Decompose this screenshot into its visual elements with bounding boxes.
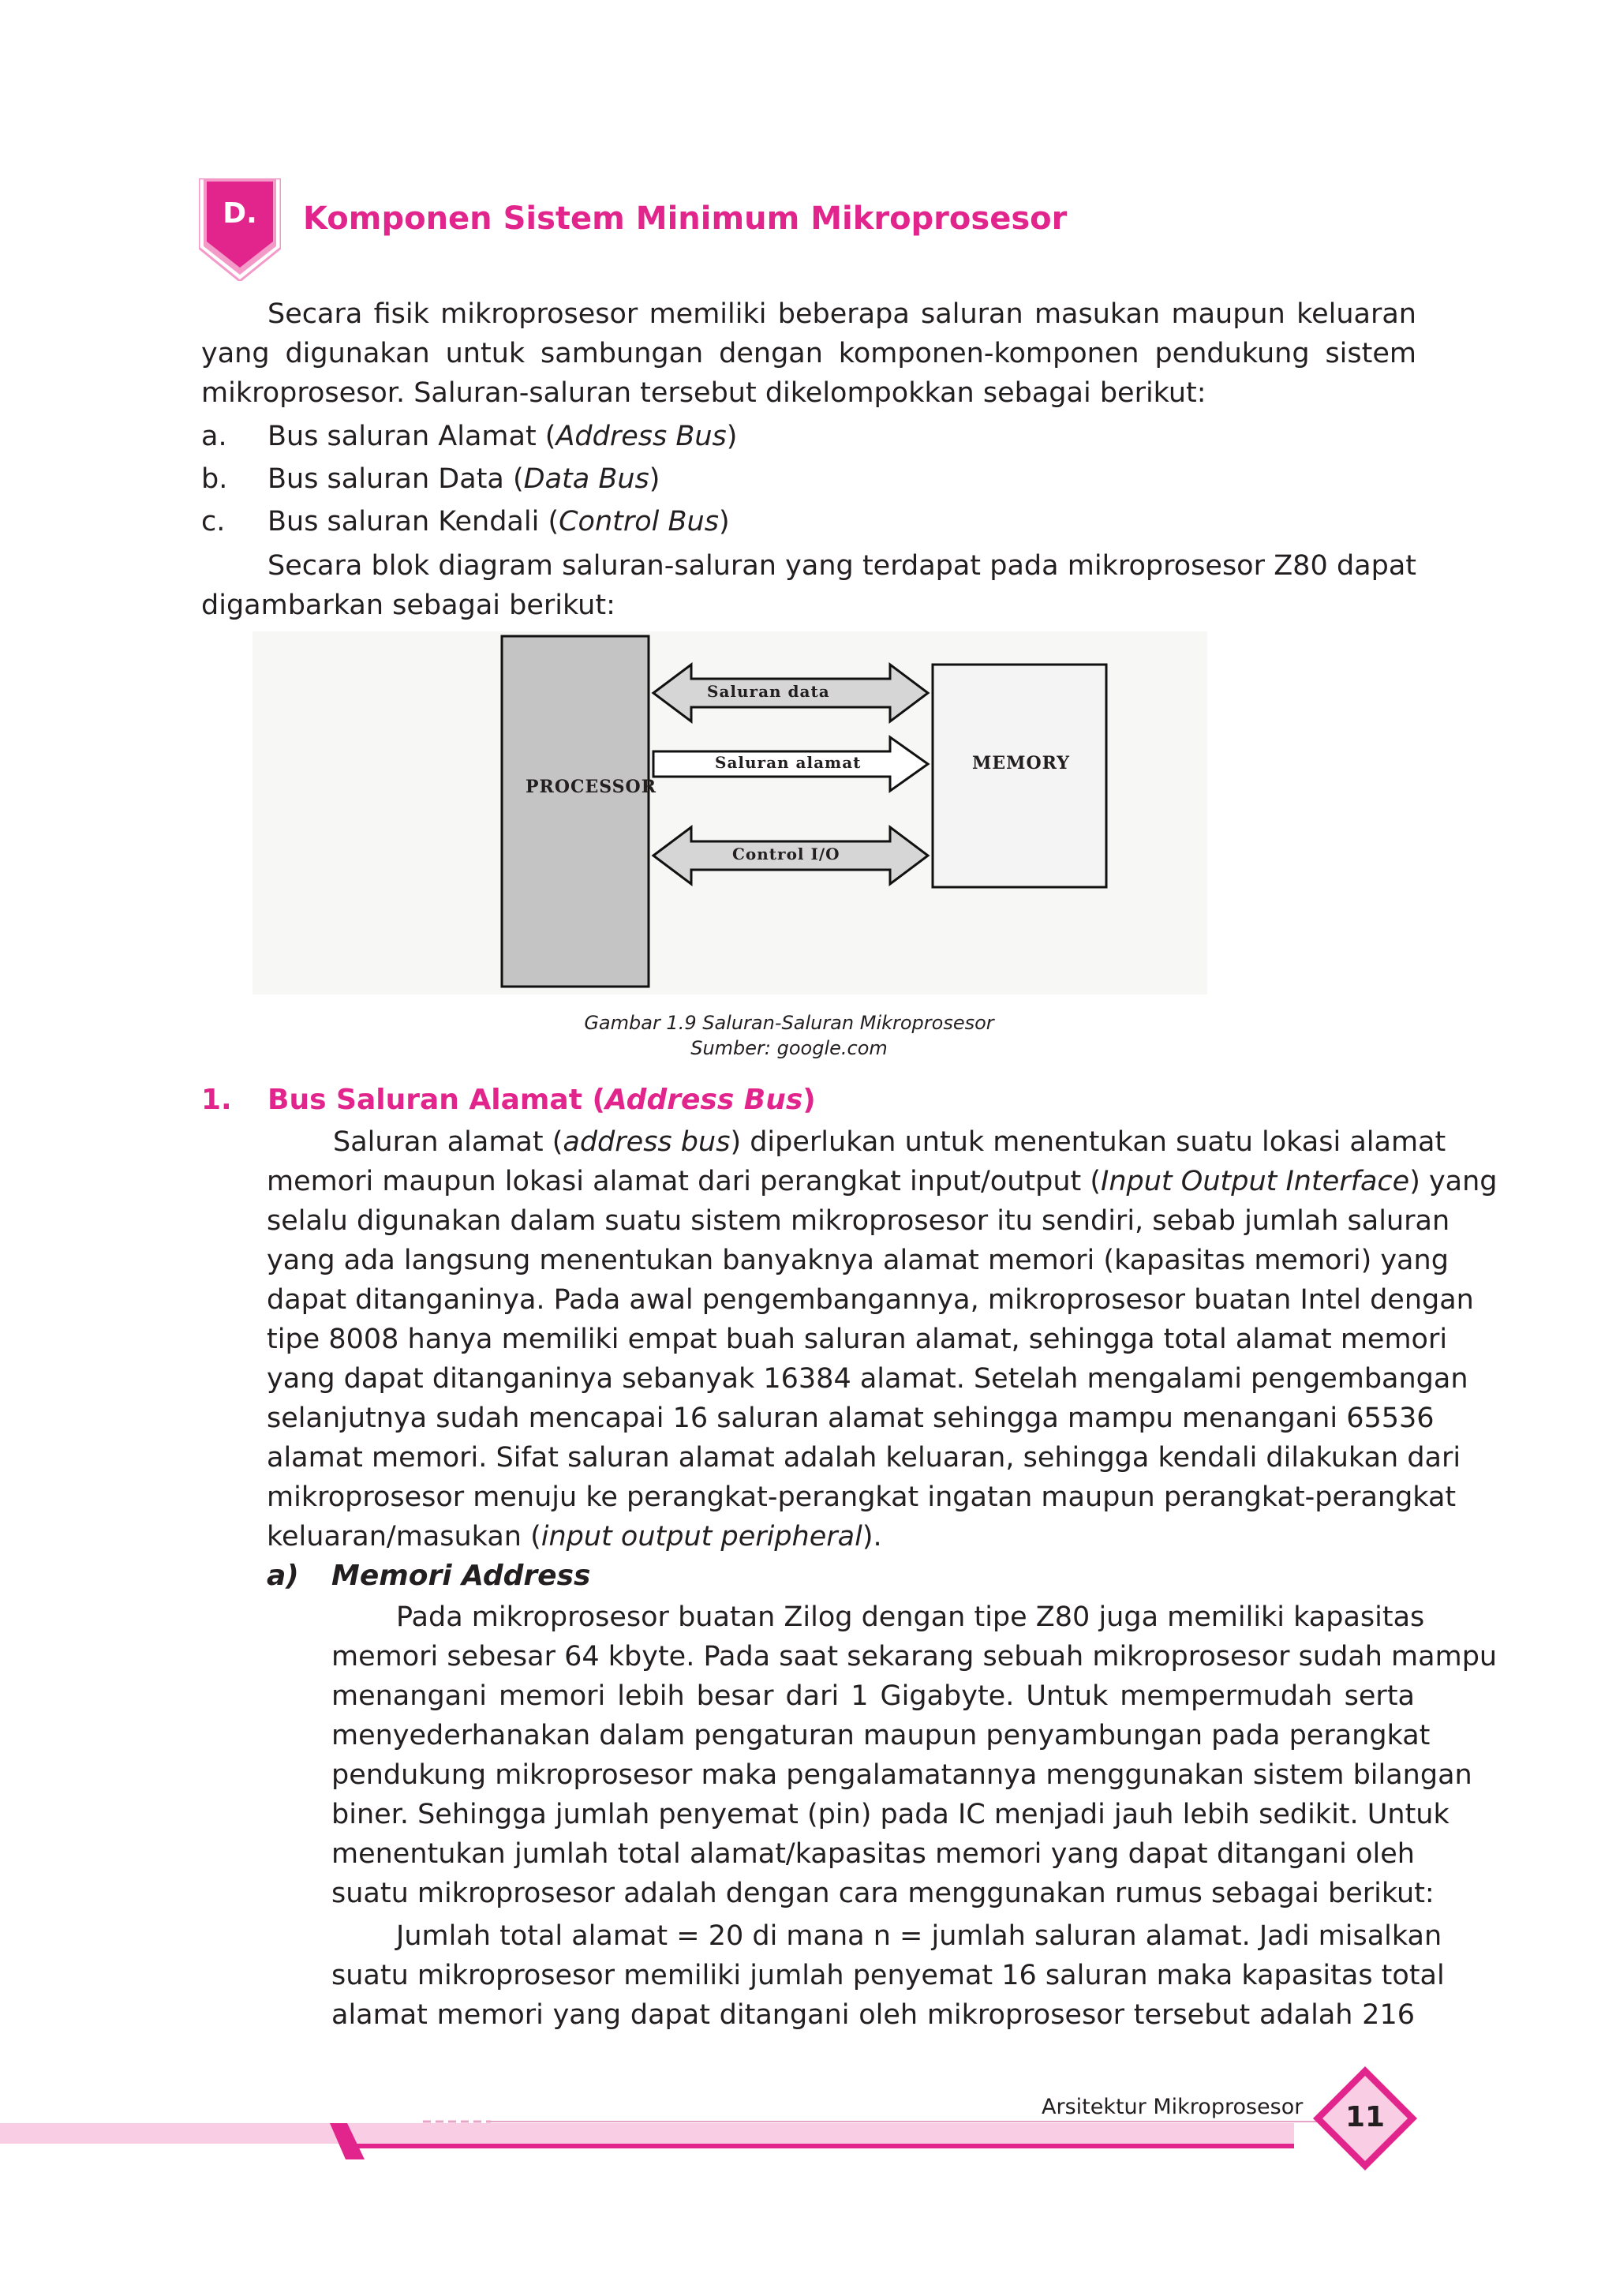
book-title: Arsitektur Mikroprosesor: [1042, 2095, 1304, 2119]
text-line: tipe 8008 hanya memiliki empat buah saluran alamat, sehingga total alamat memori: [267, 1324, 1448, 1355]
list-item: c. Bus saluran Kendali (Control Bus): [201, 502, 730, 541]
text-line: menentukan jumlah total alamat/kapasitas memori yang dapat ditangani oleh: [331, 1838, 1415, 1870]
section-badge-label: D.: [223, 197, 257, 230]
text-line: selalu digunakan dalam suatu sistem mikroprosesor itu sendiri, sebab jumlah saluran: [267, 1205, 1450, 1237]
address-bus-label: Saluran alamat: [715, 753, 862, 772]
footer: [0, 2052, 1616, 2178]
list-marker: a.: [201, 421, 227, 452]
text-line: yang dapat ditanganinya sebanyak 16384 alamat. Setelah mengalami pengembangan: [267, 1363, 1468, 1395]
sub-a-heading: [267, 1560, 590, 1592]
sub-a-marker: a): [267, 1560, 299, 1592]
block-diagram: [252, 631, 1207, 994]
text-line: Secara fisik mikroprosesor memiliki beberapa saluran masukan maupun keluaran: [267, 298, 1416, 330]
memory-block: [933, 665, 1106, 887]
page-number: 11: [1345, 2101, 1386, 2133]
text-line: suatu mikroprosesor memiliki jumlah penyemat 16 saluran maka kapasitas total: [331, 1960, 1445, 1991]
processor-label: PROCESSOR: [526, 777, 657, 797]
text-line: Secara blok diagram saluran-saluran yang terdapat pada mikroprosesor Z80 dapat: [267, 550, 1416, 582]
text-line: mikroprosesor. Saluran-saluran tersebut dikelompokkan sebagai berikut:: [201, 377, 1206, 409]
list-item: a. Bus saluran Alamat (Address Bus): [201, 417, 737, 456]
text-line: mikroprosesor menuju ke perangkat-perangkat ingatan maupun perangkat-perangkat: [267, 1481, 1457, 1513]
subsection-number: 1.: [201, 1084, 232, 1116]
data-bus-label: Saluran data: [707, 682, 830, 701]
text-line: selanjutnya sudah mencapai 16 saluran alamat sehingga mampu menangani 65536: [267, 1403, 1435, 1434]
caption-title: Gambar 1.9 Saluran-Saluran Mikroprosesor: [584, 1012, 994, 1034]
text-line: pendukung mikroprosesor maka pengalamatannya menggunakan sistem bilangan: [331, 1759, 1472, 1791]
control-bus-label: Control I/O: [732, 845, 840, 863]
text-line: dapat ditanganinya. Pada awal pengembangannya, mikroprosesor buatan Intel dengan: [267, 1284, 1474, 1316]
badge-shape: [199, 178, 281, 281]
section-title: Komponen Sistem Minimum Mikroprosesor: [303, 200, 1068, 237]
sub-a-body: [331, 1597, 1498, 2039]
subsection-heading: 1. Bus Saluran Alamat (Address Bus): [201, 1084, 816, 1116]
text-line: Jumlah total alamat = 20 di mana n = jumlah saluran alamat. Jadi misalkan: [396, 1920, 1442, 1952]
text-line: yang ada langsung menentukan banyaknya alamat memori (kapasitas memori) yang: [267, 1245, 1449, 1276]
text-line: suatu mikroprosesor adalah dengan cara menggunakan rumus sebagai berikut:: [331, 1878, 1435, 1909]
list-marker: c.: [201, 506, 226, 537]
caption-source: Sumber: google.com: [690, 1037, 888, 1059]
text-line: alamat memori. Sifat saluran alamat adalah keluaran, sehingga kendali dilakukan dari: [267, 1442, 1461, 1474]
text-line: memori sebesar 64 kbyte. Pada saat sekarang sebuah mikroprosesor sudah mampu: [331, 1641, 1498, 1672]
figure-caption: [489, 1010, 1089, 1061]
text-line: Pada mikroprosesor buatan Zilog dengan tipe Z80 juga memiliki kapasitas: [396, 1601, 1425, 1633]
text-line: digambarkan sebagai berikut:: [201, 590, 615, 621]
list-item: b. Bus saluran Data (Data Bus): [201, 459, 660, 499]
section-badge: [199, 178, 281, 281]
text-line: yang digunakan untuk sambungan dengan komponen-komponen pendukung sistem: [201, 338, 1416, 369]
memory-label: MEMORY: [972, 753, 1070, 773]
intro-paragraph-1: [201, 294, 1416, 413]
text-line: menangani memori lebih besar dari 1 Gigabyte. Untuk mempermudah serta: [331, 1680, 1415, 1712]
subsection-1-body: [267, 1122, 1498, 1564]
text-line: biner. Sehingga jumlah penyemat (pin) pada IC menjadi jauh lebih sedikit. Untuk: [331, 1799, 1450, 1830]
text-line: alamat memori yang dapat ditangani oleh mikroprosesor tersebut adalah 216: [331, 1999, 1415, 2031]
list-marker: b.: [201, 463, 228, 495]
processor-block: [502, 636, 649, 987]
text-line: keluaran/masukan (input output peripheral).: [267, 1521, 882, 1553]
intro-paragraph-2: [201, 546, 1416, 625]
text-line: memori maupun lokasi alamat dari perangkat input/output (Input Output Interface) yang: [267, 1166, 1498, 1197]
sub-a-title: Memori Address: [331, 1560, 591, 1592]
text-line: Saluran alamat (address bus) diperlukan untuk menentukan suatu lokasi alamat: [333, 1126, 1446, 1158]
text-line: menyederhanakan dalam pengaturan maupun penyambungan pada perangkat: [331, 1720, 1431, 1751]
